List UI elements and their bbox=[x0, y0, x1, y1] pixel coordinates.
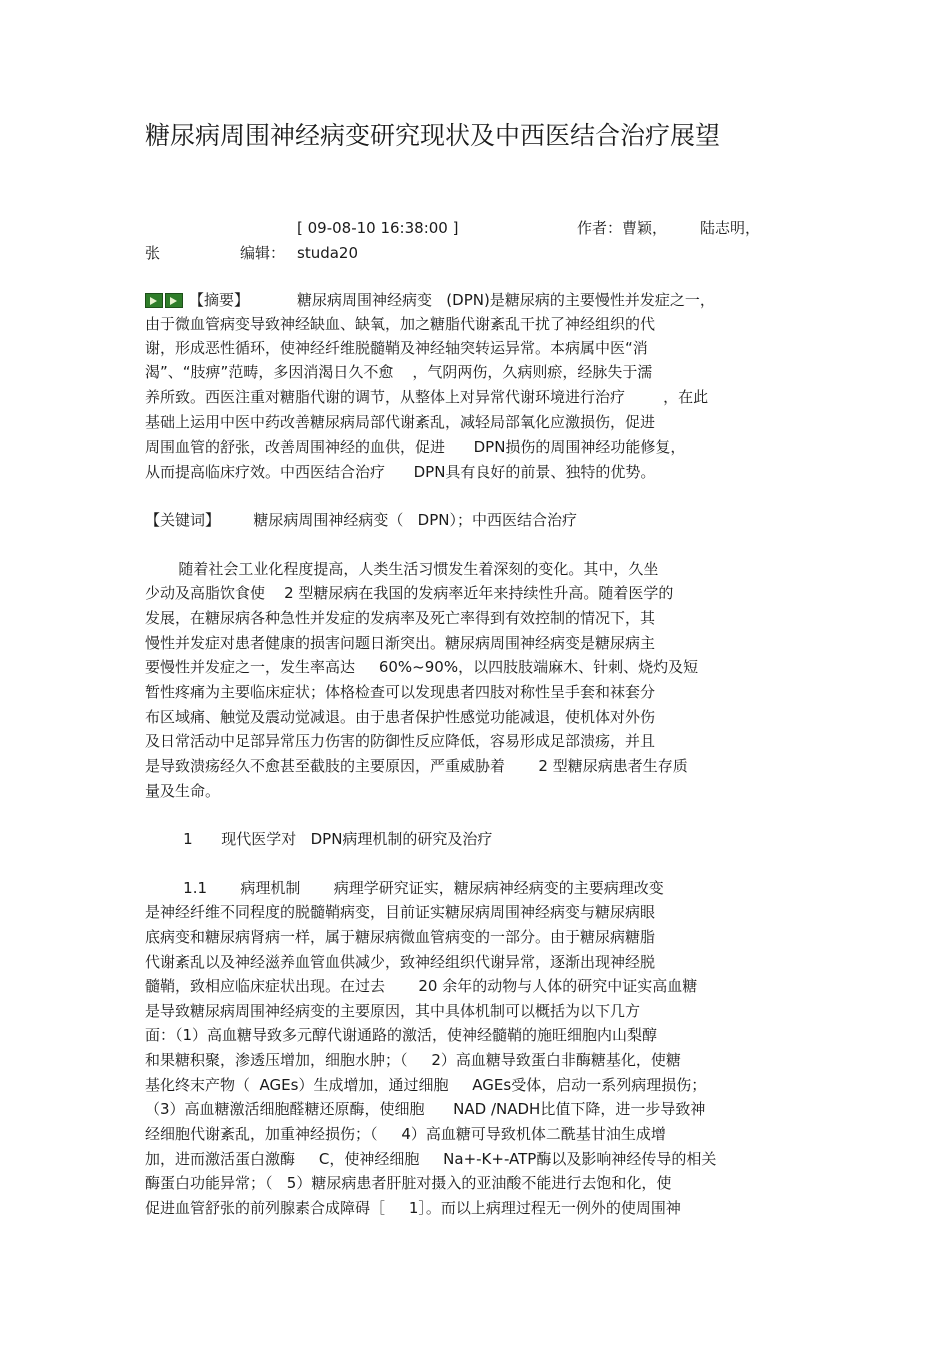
author-tail: 张 bbox=[145, 244, 161, 262]
body-line: 髓鞘，致相应临床症状出现。在过去 20 余年的动物与人体的研究中证实高血糖 bbox=[145, 977, 698, 995]
body-line: 促进血管舒张的前列腺素合成障碍［ 1］。而以上病理过程无一例外的使周围神 bbox=[145, 1199, 681, 1217]
body-line: 1.1 病理机制 病理学研究证实，糖尿病神经病变的主要病理改变 bbox=[145, 879, 664, 897]
abstract-line: 养所致。西医注重对糖脂代谢的调节，从整体上对异常代谢环境进行治疗 ，在此 bbox=[145, 388, 709, 406]
body-line: 少动及高脂饮食使 2 型糖尿病在我国的发病率近年来持续性升高。随着医学的 bbox=[145, 584, 674, 602]
body-line: 暂性疼痛为主要临床症状；体格检查可以发现患者四肢对称性呈手套和袜套分 bbox=[145, 683, 656, 701]
authors-rest: 陆志明， bbox=[700, 219, 761, 237]
body-line: 布区域痛、触觉及震动觉减退。由于患者保护性感觉功能减退，使机体对外伤 bbox=[145, 708, 656, 726]
body-line: 随着社会工业化程度提高，人类生活习惯发生着深刻的变化。其中，久坐 bbox=[145, 560, 659, 578]
body-line: 要慢性并发症之一，发生率高达 60%~90%，以四肢肢端麻木、针刺、烧灼及短 bbox=[145, 658, 699, 676]
body-line: 及日常活动中足部异常压力伤害的防御性反应降低，容易形成足部溃疡，并且 bbox=[145, 732, 656, 750]
body-line: 加，进而激活蛋白激酶 C，使神经细胞 Na+-K+-ATP酶以及影响神经传导的相关 bbox=[145, 1150, 717, 1168]
abstract-line: 由于微血管病变导致神经缺血、缺氧，加之糖脂代谢紊乱干扰了神经组织的代 bbox=[145, 315, 656, 333]
abstract-line: 从而提高临床疗效。中西医结合治疗 DPN具有良好的前景、独特的优势。 bbox=[145, 463, 656, 481]
abstract-line: 渴”、“肢痹”范畴，多因消渴日久不愈 ，气阴两伤，久病则瘀，经脉失于濡 bbox=[145, 363, 653, 381]
body-line: 发展，在糖尿病各种急性并发症的发病率及死亡率得到有效控制的情况下，其 bbox=[145, 609, 656, 627]
section-heading: 1 现代医学对 DPN病理机制的研究及治疗 bbox=[145, 830, 493, 848]
editor-name: studa20 bbox=[297, 244, 359, 262]
body-line: 经细胞代谢紊乱，加重神经损伤；（ 4）高血糖可导致机体二酰基甘油生成增 bbox=[145, 1125, 666, 1143]
body-line: 和果糖积聚，渗透压增加，细胞水肿；（ 2）高血糖导致蛋白非酶糖基化，使糖 bbox=[145, 1051, 681, 1069]
body-line: 酶蛋白功能异常；（ 5）糖尿病患者肝脏对摄入的亚油酸不能进行去饱和化，使 bbox=[145, 1174, 672, 1192]
body-line: 是神经纤维不同程度的脱髓鞘病变，目前证实糖尿病周围神经病变与糖尿病眼 bbox=[145, 903, 656, 921]
editor-label: 编辑： bbox=[240, 244, 286, 262]
publish-datetime: [ 09-08-10 16:38:00 ] bbox=[297, 219, 459, 237]
body-line: 是导致糖尿病周围神经病变的主要原因，其中具体机制可以概括为以下几方 bbox=[145, 1002, 641, 1020]
body-line: （3）高血糖激活细胞醛糖还原酶，使细胞 NAD /NADH比值下降，进一步导致神 bbox=[145, 1100, 706, 1118]
body-line: 慢性并发症对患者健康的损害问题日渐突出。糖尿病周围神经病变是糖尿病主 bbox=[145, 634, 656, 652]
abstract-label: 【摘要】 bbox=[189, 291, 250, 309]
body-line: 代谢紊乱以及神经滋养血管血供减少，致神经组织代谢异常，逐渐出现神经脱 bbox=[145, 953, 656, 971]
abstract-line: 糖尿病周围神经病变 (DPN)是糖尿病的主要慢性并发症之一， bbox=[297, 291, 715, 309]
arrow-icon bbox=[165, 293, 183, 308]
abstract-header bbox=[145, 288, 249, 315]
body-line: 量及生命。 bbox=[145, 782, 221, 800]
keywords: 【关键词】 糖尿病周围神经病变（ DPN）；中西医结合治疗 bbox=[145, 511, 577, 529]
abstract-line: 谢，形成恶性循环，使神经纤维脱髓鞘及神经轴突转运异常。本病属中医“消 bbox=[145, 339, 648, 357]
arrow-icon bbox=[145, 293, 163, 308]
body-line: 是导致溃疡经久不愈甚至截肢的主要原因，严重威胁着 2 型糖尿病患者生存质 bbox=[145, 757, 688, 775]
body-line: 基化终末产物（ AGEs）生成增加，通过细胞 AGEs受体，启动一系列病理损伤； bbox=[145, 1076, 707, 1094]
body-line: 面：（1）高血糖导致多元醇代谢通路的激活，使神经髓鞘的施旺细胞内山梨醇 bbox=[145, 1026, 658, 1044]
abstract-line: 基础上运用中医中药改善糖尿病局部代谢紊乱，减轻局部氧化应激损伤，促进 bbox=[145, 413, 656, 431]
body-line: 底病变和糖尿病肾病一样，属于糖尿病微血管病变的一部分。由于糖尿病糖脂 bbox=[145, 928, 656, 946]
authors-label: 作者：曹颖， bbox=[577, 219, 668, 237]
article-title: 糖尿病周围神经病变研究现状及中西医结合治疗展望 bbox=[145, 121, 721, 150]
abstract-line: 周围血管的舒张，改善周围神经的血供，促进 DPN损伤的周围神经功能修复， bbox=[145, 438, 686, 456]
